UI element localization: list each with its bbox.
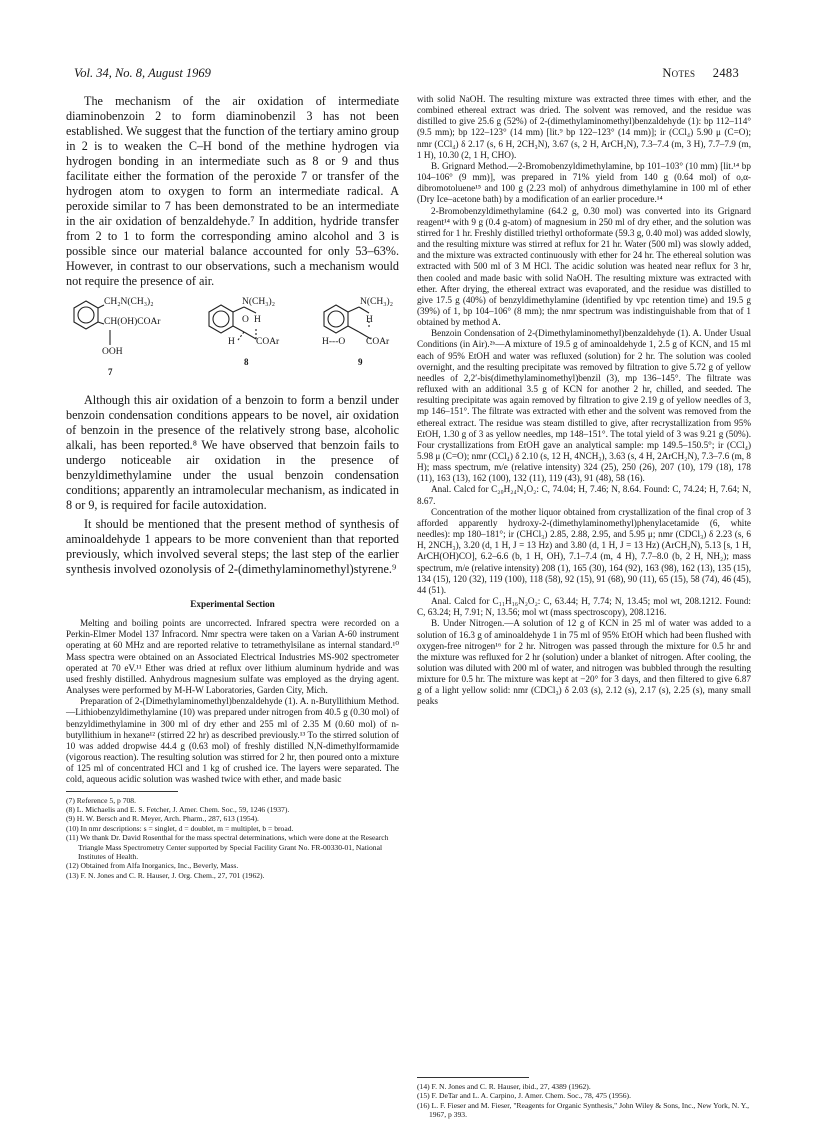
footnote: (10) In nmr descriptions: s = singlet, d = doublet, m = multiplet, b = broad.	[66, 823, 294, 833]
benzene-ring-9	[324, 305, 371, 339]
footnote-rule	[417, 1077, 529, 1078]
left-column	[66, 94, 399, 880]
struct8-oxygen: O	[242, 315, 249, 325]
struct7-sub-carbinol: CH(OH)COAr	[104, 317, 161, 327]
analysis-line: Anal. Calcd for C₂₀H₂₄N₂O₂: C, 74.04; H, 7.46; N, 8.64. Found: C, 74.24; H, 7.64; N, 8.67.	[417, 484, 751, 506]
body-paragraph: The mechanism of the air oxidation of intermediate diaminobenzoin 2 to form diaminobenzil 3 has not been established. We suggest that the function of the tertiary amino group in 2 is to weaken the C–H bond of the methine hydrogen via hydrogen bonding in an intermediate such as 8 or 9 and thus facilitate either the formation of the peroxide 7 or transfer of the hydrogen atom to oxygen to form an intermediate radical. A peroxide similar to 7 has been demonstrated to be an intermediate in the air oxidation of benzaldehyde.⁷ In addition, hydride transfer from 2 to 1 to form the corresponding amino alcohol and 3 is possible since our material balance accounted for only 53–63%. However, in contrast to our observations, such a mechanism would not require the presence of air.	[66, 94, 399, 288]
footnote: (16) L. F. Fieser and M. Fieser, "Reagents for Organic Synthesis," John Wiley & Sons, Inc., New York, N. Y., 1967, p 393.	[417, 1100, 750, 1120]
running-header-section: Notes	[662, 66, 696, 80]
experimental-paragraph: with solid NaOH. The resulting mixture was extracted three times with ether, and the combined ethereal extract was dried. The solvent was removed, and the residue was distilled to give 25.6 g (52%) of 2-(dimethylaminomethyl)benzaldehyde (1): bp 112–114° (9.5 mm); bp 122–123° (14 mm) [lit.⁹ bp 122–123° (14 mm)]; ir (CCl₄) 5.90 μ (C=O); nmr (CCl₄) δ 2.17 (s, 6 H, 2CH₃N), 3.67 (s, 2 H, ArCH₂N), 7.3–7.4 (m, 3 H), 7.7–7.9 (m, 1 H), 10.30 (2, 1 H, CHO).	[417, 94, 751, 160]
struct9-amine: N(CH₃)₂	[360, 297, 394, 307]
experimental-paragraph: B. Under Nitrogen.—A solution of 12 g of KCN in 25 ml of water was added to a solution of 16.3 g of aminoaldehyde 1 in 75 ml of 95% EtOH which had been flushed with oxygen-free nitrogen¹⁶ for 2 hr. Nitrogen was passed through the mixture for 0.5 hr and the mixture was refluxed for 2 hr (solution) under a blanket of nitrogen. After cooling, the solution was diluted with 200 ml of water, and nitrogen was bubbled through the resulting mixture for 0.5 hr. The mixture was kept at −20° for 3 days, and then filtered to give 6.87 g of a light yellow solid: nmr (CDCl₃) δ 2.03 (s), 2.12 (s), 2.17 (s), 2.25 (s), many small peaks	[417, 618, 751, 707]
footnotes-right	[417, 1072, 751, 1120]
struct9-coar: COAr	[366, 337, 390, 347]
footnote: (12) Obtained from Alfa Inorganics, Inc., Beverly, Mass.	[66, 861, 239, 871]
struct9-hydrogen: H	[366, 315, 373, 325]
page-number: 2483	[712, 66, 739, 80]
section-title: Experimental Section	[190, 599, 275, 609]
analysis-line: Anal. Calcd for C₁₁H₁₆N₂O₂: C, 63.44; H, 7.74; N, 13.45; mol wt, 208.1212. Found: C, 63.24; H, 7.91; N, 13.56; mol wt (mass spectroscopy), 208.1216.	[417, 596, 751, 618]
experimental-paragraph: Concentration of the mother liquor obtained from crystallization of the final crop of 3 afforded apparently hydroxy-2-(dimethylaminomethyl)phenylacetamide (6, white needles): mp 180–181°; ir (CHCl₃) 2.85, 2.88, 2.95, and 5.95 μ; nmr (CDCl₃) δ 2.23 (s, 6 H, 2NCH₃), 3.20 (d, 1 H, J = 13 Hz) and 3.80 (d, 1 H, J = 13 Hz) (ArCH₂N), 5.13 [s, 1 H, ArCH(OH)CO], 6.2–6.6 (b, 1 H, OH), 7.1–7.4 (m, 4 H), 7.7–8.0 (b, 2 H, NH₂); mass spectrum, m/e (relative intensity) 208 (1), 165 (30), 164 (92), 163 (98), 162 (13), 135 (15), 134 (15), 120 (32), 119 (100), 118 (58), 92 (15), 91 (68), 90 (11), 65 (15), 58 (74), 46 (45), 44 (51).	[417, 506, 751, 595]
body-paragraph: It should be mentioned that the present method of synthesis of aminoaldehyde 1 appears to be more convenient than that reported previously, which involved several steps; the last step of the earlier synthesis involved ozonolysis of 2-(dimethylaminomethyl)styrene.⁹	[66, 517, 399, 576]
struct8-coar: COAr	[256, 337, 280, 347]
experimental-paragraph: Melting and boiling points are uncorrected. Infrared spectra were recorded on a Perkin-Elmer Model 137 Infracord. Nmr spectra were taken on a Varian A-60 instrument operating at 60 MHz and are reported relative to tetramethylsilane as internal standard.¹⁰ Mass spectra were obtained on an Associated Electrical Industries MS-902 spectrometer operated at 70 eV.¹¹ Ether was dried at reflux over lithium aluminum hydride and was used freshly distilled. Anhydrous magnesium sulfate was employed as the drying agent. Analyses were performed by M-H-W Laboratories, Garden City, Mich.	[66, 618, 399, 696]
footnote: (13) F. N. Jones and C. R. Hauser, J. Org. Chem., 27, 701 (1962).	[66, 870, 265, 880]
body-paragraph: Although this air oxidation of a benzoin to form a benzil under benzoin condensation conditions appears to be novel, air oxidation of benzoin in the presence of the relatively strong base, alcoholic alkali, has been reported.⁸ We have observed that benzoin fails to undergo noticeable air oxidation in the presence of benzyldimethylamine under the usual benzoin condensation conditions; apparently an intramolecular mechanism, as indicated in 8 or 9, is required for facile autoxidation.	[66, 393, 399, 512]
struct8-amine: N(CH₃)₂	[242, 297, 276, 307]
experimental-paragraph: B. Grignard Method.—2-Bromobenzyldimethylamine, bp 101–103° (10 mm) [lit.¹⁴ bp 104–106° (9 mm)], was prepared in 71% yield from 140 g (0.64 mol) of o,α-dibromotoluene¹⁵ and 100 g (2.23 mol) of anhydrous dimethylamine in 100 ml of ether (Dry Ice–acetone bath) by a modification of an earlier procedure.¹⁴	[417, 160, 751, 205]
struct7-sub-amine: CH₂N(CH₃)₂	[104, 297, 154, 307]
right-column	[417, 94, 751, 708]
footnote: (8) L. Michaelis and E. S. Fetcher, J. Amer. Chem. Soc., 59, 1246 (1937).	[66, 804, 290, 814]
running-header-journal: Vol. 34, No. 8, August 1969	[74, 66, 211, 80]
footnote-rule	[66, 791, 178, 792]
running-header-page	[662, 66, 739, 81]
struct8-label: 8	[244, 357, 249, 367]
footnote: (9) H. W. Bersch and R. Meyer, Arch. Pharm., 287, 613 (1954).	[66, 814, 259, 824]
experimental-paragraph: 2-Bromobenzyldimethylamine (64.2 g, 0.30 mol) was converted into its Grignard reagent¹⁴ with 9 g (0.4 g-atom) of magnesium in 250 ml of dry ether, and the solution was stirred for 1 hr. Freshly distilled triethyl orthoformate (59.3 g, 0.40 mol) was added slowly, and the resulting mixture was stirred at reflux for 21 hr. Water (500 ml) was slowly added, and the mixture was extracted continuously with ether for 24 hr. The ethereal solution was extracted with 500 ml of 3 M HCl. The acidic solution was heated near reflux for 3 hr, then cooled and made basic with solid NaOH. The resulting mixture was extracted with ether. After drying, the ethereal extract was evaporated, and the residue was distilled to give 17.5 g (40%) of benzyldimethylamine (identified by vpc retention time) and 19.5 g (39%) of 1, bp 104–106° (8 mm); the nmr spectrum was indistinguishable from that of 1 obtained by method A.	[417, 205, 751, 328]
struct7-sub-peroxide: OOH	[102, 347, 123, 357]
footnotes-left	[66, 796, 399, 881]
struct9-label: 9	[358, 357, 363, 367]
struct7-label: 7	[108, 367, 113, 377]
footnote: (11) We thank Dr. David Rosenthal for the mass spectral determinations, which were done at the Research Triangle Mass Spectrometry Center supported by Special Facility Grant No. FR-00330-01, National Institutes of Health.	[66, 833, 389, 861]
footnote: (15) F. DeTar and L. A. Carpino, J. Amer. Chem. Soc., 78, 475 (1956).	[417, 1091, 631, 1101]
chemical-structures-figure	[66, 295, 399, 385]
footnote: (14) F. N. Jones and C. R. Hauser, ibid., 27, 4389 (1962).	[417, 1082, 591, 1091]
footnote: (7) Reference 5, p 708.	[66, 795, 137, 805]
struct9-hbond: H---O	[322, 337, 346, 347]
experimental-paragraph: Preparation of 2-(Dimethylaminomethyl)benzaldehyde (1). A. n-Butyllithium Method.—Lithiobenzyldimethylamine (10) was prepared under nitrogen from 40.5 g (0.30 mol) of benzyldimethylamine in 300 ml of dry ether and 255 ml of 2.35 M (0.60 mol) of n-butyllithium in hexane¹² (stirred 22 hr) as described previously.¹³ To the stirred solution of 10 was added dropwise 44.4 g (0.63 mol) of freshly distilled N,N-dimethylformamide (vigorous reaction). The resulting solution was stirred for 2 hr, then poured onto a mixture of 125 ml of concentrated HCl and 1 kg of crushed ice. The layers were separated. The cold, aqueous acidic solution was washed twice with ether, and made basic	[66, 696, 399, 785]
struct8-hydrogen: H	[254, 315, 261, 325]
experimental-paragraph: Benzoin Condensation of 2-(Dimethylaminomethyl)benzaldehyde (1). A. Under Usual Conditions (in Air).²ᵇ—A mixture of 19.5 g of aminoaldehyde 1, 2.5 g of KCN, and 15 ml each of 95% EtOH and water was refluxed (solution) for 2 hr. The solution was cooled overnight, and the resulting precipitate was removed by filtration to give 5.72 g of yellow needles of 2,2′-bis(dimethylaminomethyl)benzil (3), mp 136–145°. The filtrate was refluxed with an additional 3.5 g of KCN for another 2 hr, chilled, and seeded. The resulting precipitate was again removed by filtration to give 2.19 g of yellow needles of 3, mp 146–151°. The filtrate was extracted with ether and the solvent was removed from the ethereal extract. The residue was steam distilled to give, after recrystallization from 95% EtOH, 1.30 g of 3 as yellow needles, mp 148–151°. The total yield of 3 was 9.21 g (50%). Four crystallizations from EtOH gave an analytical sample: mp 149.5–150.5°; ir (CCl₄) 5.98 μ (C=O); nmr (CCl₄) δ 2.10 (s, 12 H, 4NCH₃), 3.63 (s, 4 H, 2ArCH₂N), 7.3–7.6 (m, 8 H); mass spectrum, m/e (relative intensity) 324 (25), 250 (26), 207 (10), 179 (18), 178 (11), 163 (13), 162 (100), 132 (11), 119 (43), 91 (48), 58 (16).	[417, 328, 751, 484]
struct8-hydrogen-methine: H	[228, 337, 235, 347]
